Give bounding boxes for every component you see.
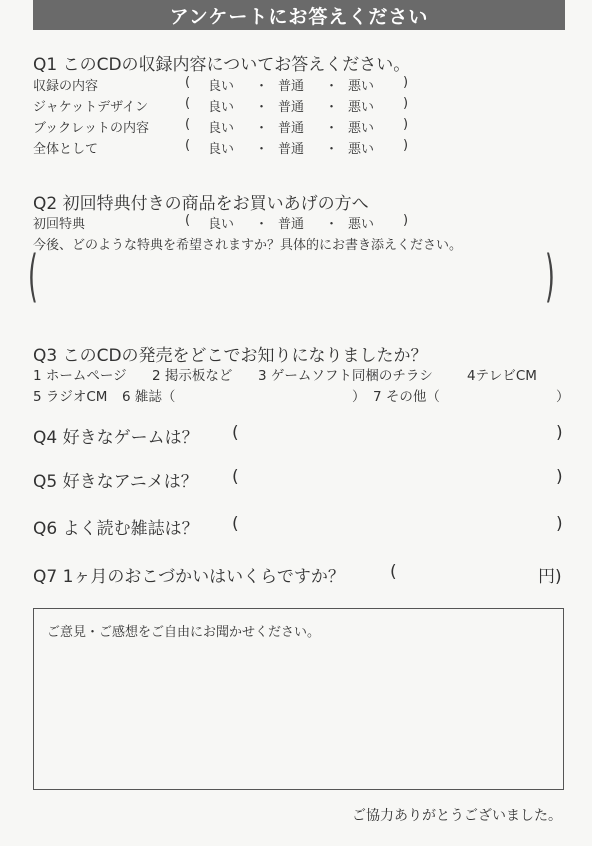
q3-option-homepage[interactable]: 1 ホームページ: [33, 368, 127, 384]
dot-separator: ・: [325, 121, 339, 136]
thanks-text: ご協力ありがとうございました。: [352, 808, 562, 824]
option-bad[interactable]: 悪い: [348, 217, 375, 232]
dot-separator: ・: [325, 217, 339, 232]
close-paren: ）: [352, 389, 366, 405]
answer-close-paren: ): [545, 244, 555, 309]
close-paren: ）: [556, 389, 570, 405]
close-paren: ): [403, 75, 409, 90]
open-paren: (: [185, 75, 191, 90]
option-good[interactable]: 良い: [208, 79, 235, 94]
q3-option-radiocm[interactable]: 5 ラジオCM: [33, 389, 108, 405]
close-paren: ): [403, 117, 409, 132]
option-good[interactable]: 良い: [208, 121, 235, 136]
q3-option-magazine[interactable]: 6 雑誌（: [122, 389, 176, 405]
open-paren: (: [390, 562, 397, 582]
option-bad[interactable]: 悪い: [348, 121, 375, 136]
close-paren: ): [403, 138, 409, 153]
open-paren: (: [185, 138, 191, 153]
dot-separator: ・: [255, 79, 269, 94]
option-good[interactable]: 良い: [208, 100, 235, 115]
q6-title: Q6 よく読む雑誌は？: [33, 519, 199, 539]
open-paren: (: [232, 423, 239, 443]
close-paren: ): [556, 467, 563, 487]
dot-separator: ・: [325, 142, 339, 157]
q3-option-other[interactable]: 7 その他（: [373, 389, 440, 405]
dot-separator: ・: [255, 100, 269, 115]
dot-separator: ・: [255, 121, 269, 136]
q2-answer-area[interactable]: [44, 258, 540, 308]
dot-separator: ・: [255, 217, 269, 232]
option-good[interactable]: 良い: [208, 142, 235, 157]
q6-answer-field[interactable]: [248, 514, 548, 534]
q3-option-tvcm[interactable]: 4テレビCM: [467, 368, 537, 384]
q1-row-label: 収録の内容: [33, 79, 99, 94]
header-title: アンケートにお答えください: [169, 5, 429, 28]
comments-box[interactable]: [33, 608, 564, 790]
q1-title: Q1 このCDの収録内容についてお答えください。: [33, 55, 411, 75]
close-paren: ): [556, 423, 563, 443]
option-bad[interactable]: 悪い: [348, 79, 375, 94]
close-paren: ): [403, 213, 409, 228]
open-paren: (: [232, 467, 239, 487]
q7-title: Q7 1ヶ月のおこづかいはいくらですか？: [33, 567, 345, 587]
q2-title: Q2 初回特典付きの商品をお買いあげの方へ: [33, 194, 369, 214]
survey-header: [33, 0, 565, 30]
answer-open-paren: (: [28, 244, 38, 309]
option-normal[interactable]: 普通: [278, 121, 305, 136]
open-paren: (: [232, 514, 239, 534]
q3-title: Q3 このCDの発売をどこでお知りになりましたか？: [33, 346, 428, 366]
option-normal[interactable]: 普通: [278, 217, 305, 232]
q2-row-label: 初回特典: [33, 217, 86, 232]
option-bad[interactable]: 悪い: [348, 100, 375, 115]
comments-label: ご意見・ご感想をご自由にお聞かせください。: [47, 625, 321, 640]
close-paren: ): [403, 96, 409, 111]
close-paren: ): [556, 514, 563, 534]
q3-option-bbs[interactable]: 2 掲示板など: [152, 368, 233, 384]
dot-separator: ・: [325, 100, 339, 115]
dot-separator: ・: [255, 142, 269, 157]
q5-title: Q5 好きなアニメは？: [33, 472, 198, 492]
option-good[interactable]: 良い: [208, 217, 235, 232]
q2-prompt: 今後、どのような特典を希望されますか？具体的にお書き添えください。: [33, 238, 463, 253]
q5-answer-field[interactable]: [248, 467, 548, 487]
yen-close: 円): [538, 567, 562, 587]
dot-separator: ・: [325, 79, 339, 94]
option-normal[interactable]: 普通: [278, 79, 305, 94]
open-paren: (: [185, 96, 191, 111]
option-bad[interactable]: 悪い: [348, 142, 375, 157]
q4-title: Q4 好きなゲームは？: [33, 428, 199, 448]
open-paren: (: [185, 213, 191, 228]
option-normal[interactable]: 普通: [278, 142, 305, 157]
q1-row-label: ブックレットの内容: [33, 121, 149, 136]
open-paren: (: [185, 117, 191, 132]
q4-answer-field[interactable]: [248, 423, 548, 443]
q3-option-flyer[interactable]: 3 ゲームソフト同梱のチラシ: [258, 368, 433, 384]
q1-row-label: 全体として: [33, 142, 99, 157]
option-normal[interactable]: 普通: [278, 100, 305, 115]
q7-answer-field[interactable]: [406, 562, 530, 582]
q1-row-label: ジャケットデザイン: [33, 100, 149, 115]
